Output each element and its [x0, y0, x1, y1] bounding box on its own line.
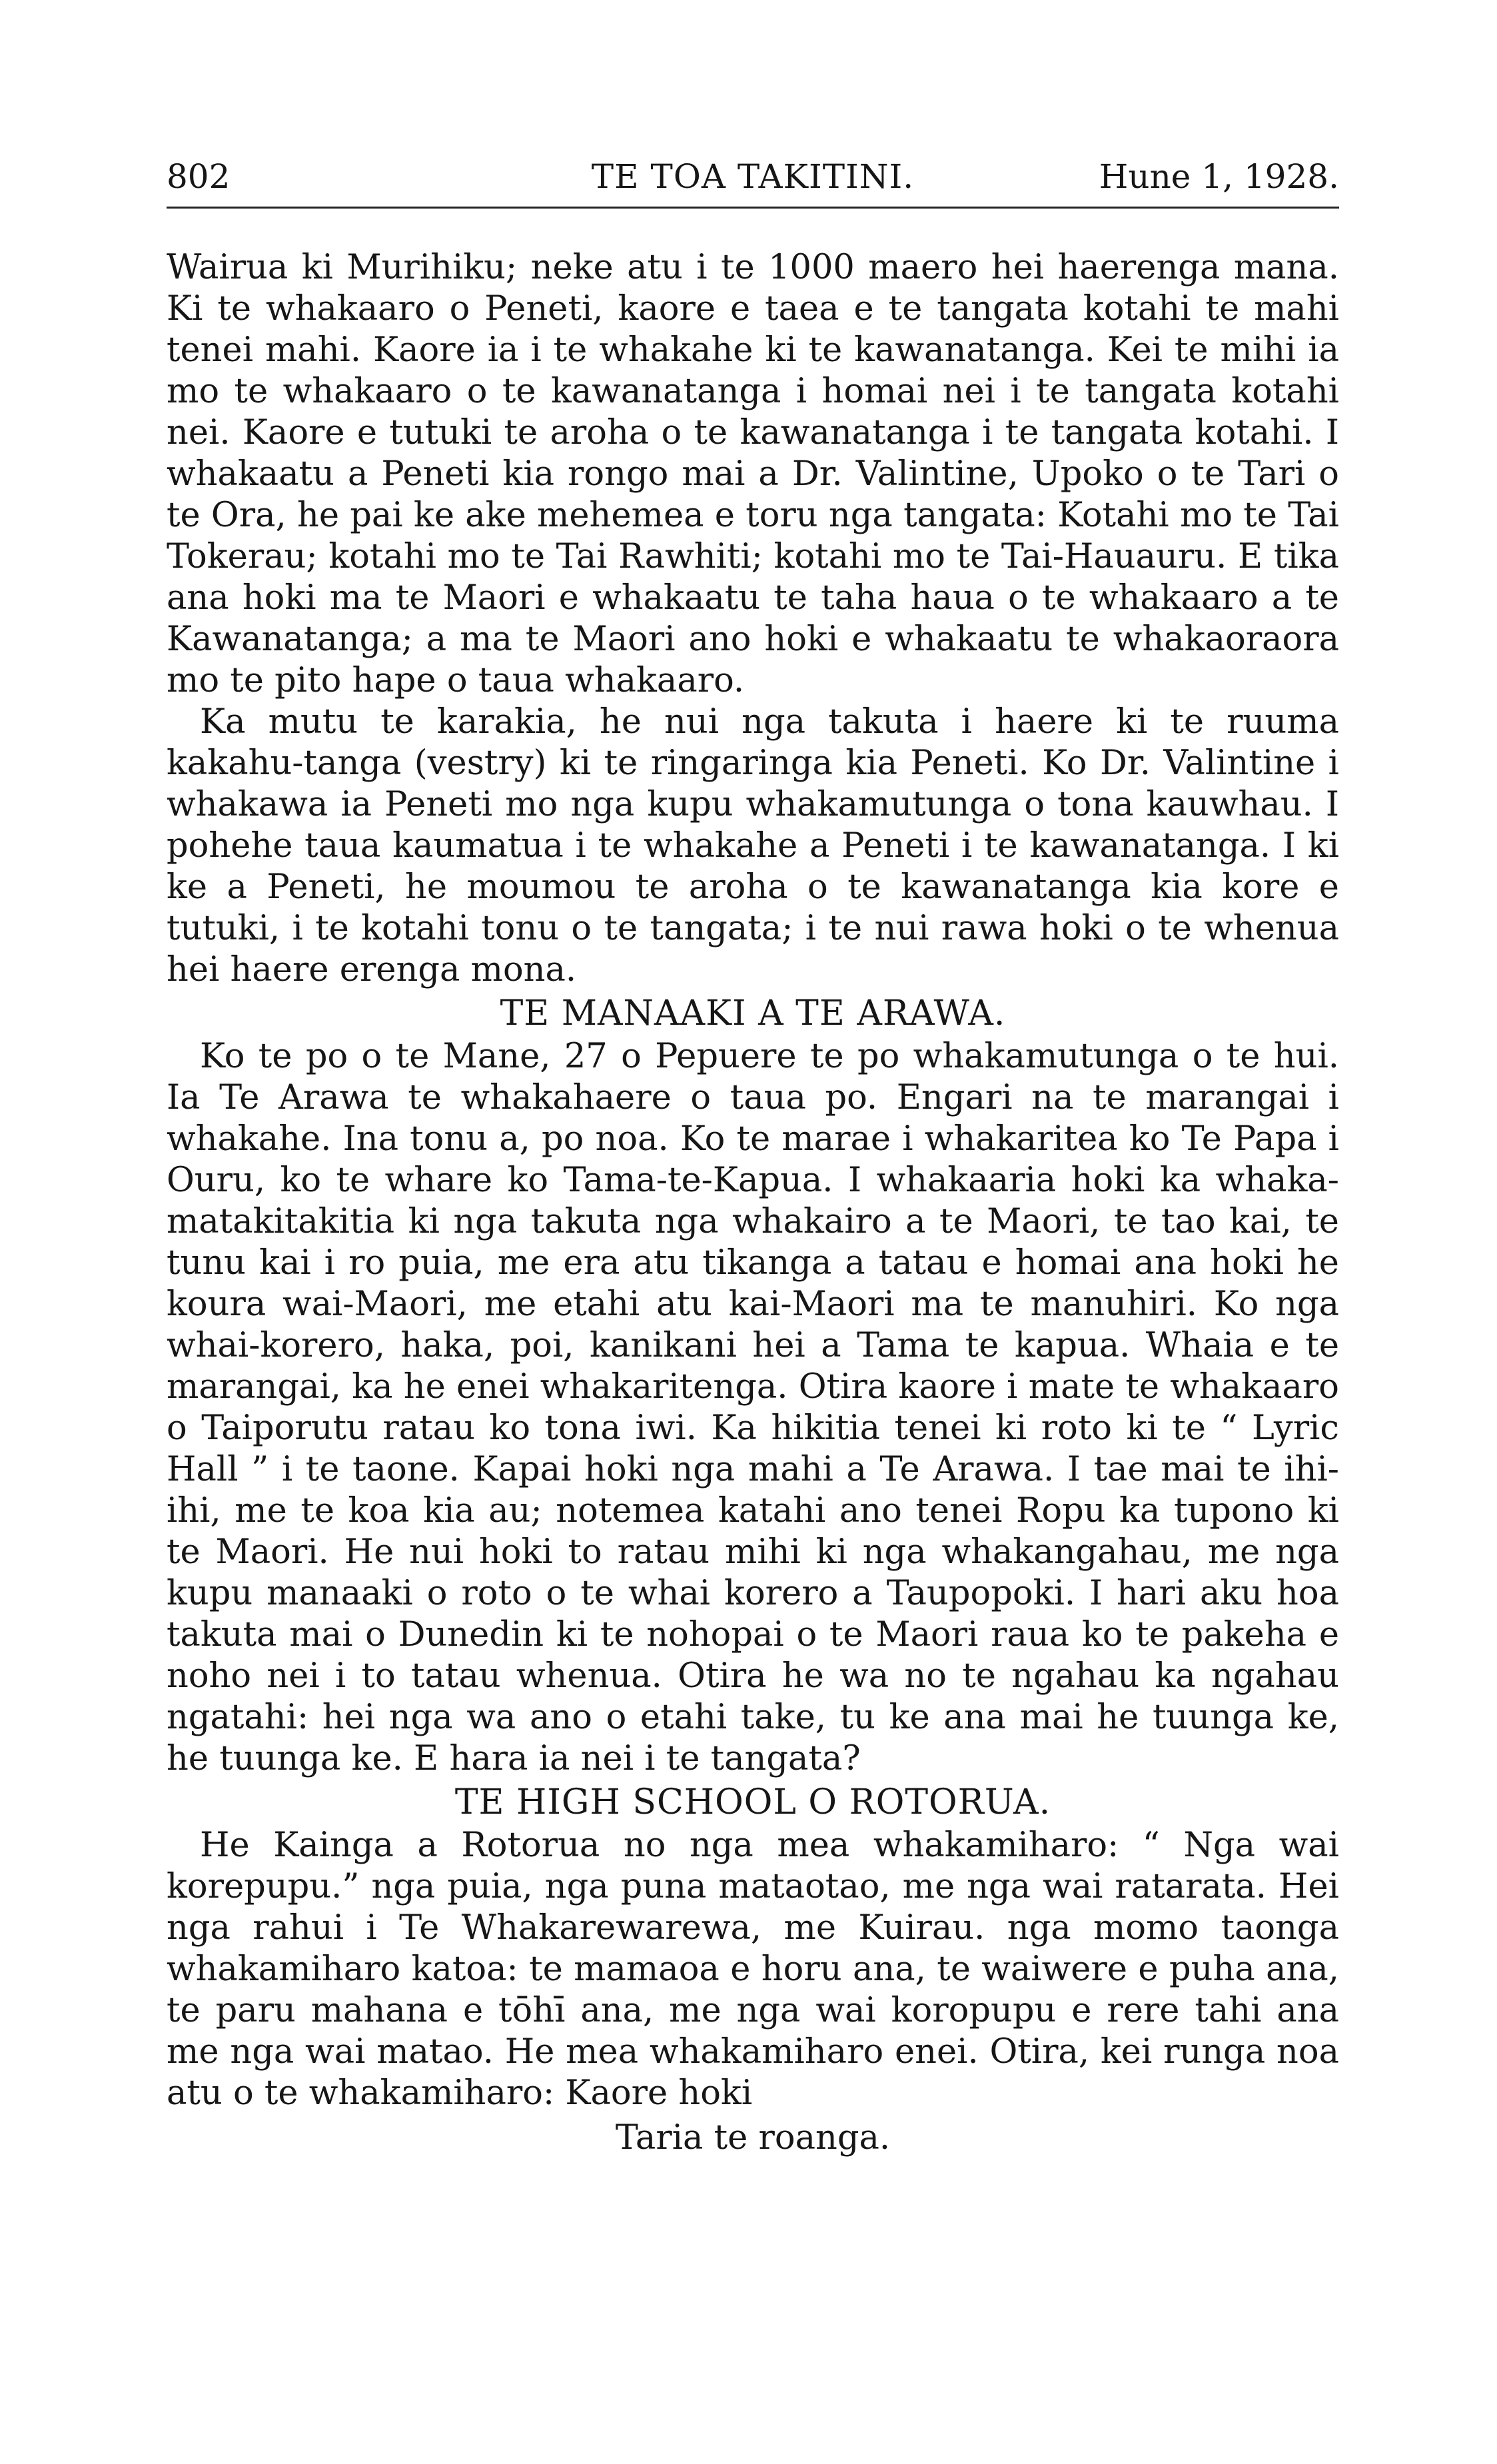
- publication-title: TE TOA TAKITINI.: [591, 157, 915, 196]
- header-rule: [167, 207, 1339, 209]
- continued-notice: Taria te roanga.: [615, 2118, 891, 2157]
- paragraph-1: Wairua ki Murihiku; neke atu i te 1000 maero hei haerenga mana. Ki te whakaaro o Peneti, kaore e taea e te tangata kotahi te mahi tenei mahi. Kaore ia i te whakahe ki te kawanatanga. Kei te mihi ia mo te whakaaro o te kawanatanga i homai nei i te tangata kotahi nei. Kaore e tutuki te aroha o te kawanatanga i te tangata kotahi. I whakaatu a Peneti kia rongo mai a Dr. Valintine, Upoko o te Tari o te Ora, he pai ke ake mehemea e toru nga tangata: Kotahi mo te Tai Tokerau; kotahi mo te Tai Rawhiti; kotahi mo te Tai-Hauauru. E tika ana hoki ma te Maori e whakaatu te taha haua o te whakaaro a te Kawanatanga; a ma te Maori ano hoki e whakaatu te whakaoraora mo te pito hape o taua whakaaro.: [167, 248, 1339, 700]
- section-text-high-school: He Kainga a Rotorua no nga mea whakamiharo: “ Nga wai korepupu.” nga puia, nga puna mataotao, me nga wai ratarata. Hei nga rahui i Te Whakarewarewa, me Kuirau. nga momo taonga whakamiharo katoa: te mamaoa e horu ana, te waiwere e puha ana, te paru mahana e tōhī ana, me nga wai koropupu e rere tahi ana me nga wai matao. He mea whakamiharo enei. Otira, kei runga noa atu o te whakamiharo: Kaore hoki: [167, 1826, 1339, 2113]
- issue-date: Hune 1, 1928.: [1099, 157, 1339, 196]
- section-heading-manaaki: TE MANAAKI A TE ARAWA.: [500, 993, 1006, 1033]
- article-body: [167, 247, 1339, 2159]
- newspaper-page: [167, 153, 1339, 2159]
- paragraph-2: Ka mutu te karakia, he nui nga takuta i haere ki te ruuma kakahu-tanga (vestry) ki te ringaringa kia Peneti. Ko Dr. Valintine i whakawa ia Peneti mo nga kupu whakamutunga o tona kauwhau. I pohehe taua kaumatua i te whakahe a Peneti i te kawanatanga. I ki ke a Peneti, he moumou te aroha o te kawanatanga kia kore e tutuki, i te kotahi tonu o te tangata; i te nui rawa hoki o te whenua hei haere erenga mona.: [167, 702, 1339, 989]
- section-heading-high-school: TE HIGH SCHOOL O ROTORUA.: [454, 1782, 1051, 1822]
- section-text-manaaki: Ko te po o te Mane, 27 o Pepuere te po whakamutunga o te hui. Ia Te Arawa te whakahaere o taua po. Engari na te marangai i whakahe. Ina tonu a, po noa. Ko te marae i whakaritea ko Te Papa i Ouru, ko te whare ko Tama-te-Kapua. I whakaaria hoki ka whaka-matakitakitia ki nga takuta nga whakairo a te Maori, te tao kai, te tunu kai i ro puia, me era atu tikanga a tatau e homai ana hoki he koura wai-Maori, me etahi atu kai-Maori ma te manuhiri. Ko nga whai-korero, haka, poi, kanikani hei a Tama te kapua. Whaia e te marangai, ka he enei whakaritenga. Otira kaore i mate te whakaaro o Taiporutu ratau ko tona iwi. Ka hikitia tenei ki roto ki te “ Lyric Hall ” i te taone. Kapai hoki nga mahi a Te Arawa. I tae mai te ihi-ihi, me te koa kia au; notemea katahi ano tenei Ropu ka tupono ki te Maori. He nui hoki to ratau mihi ki nga whakangahau, me nga kupu manaaki o roto o te whai korero a Taupopoki. I hari aku hoa takuta mai o Dunedin ki te nohopai o te Maori raua ko te pakeha e noho nei i to tatau whenua. Otira he wa no te ngahau ka ngahau ngatahi: hei nga wa ano o etahi take, tu ke ana mai he tuunga ke, he tuunga ke. E hara ia nei i te tangata?: [167, 1037, 1339, 1778]
- page-number: 802: [167, 157, 231, 196]
- page-header: [167, 153, 1339, 200]
